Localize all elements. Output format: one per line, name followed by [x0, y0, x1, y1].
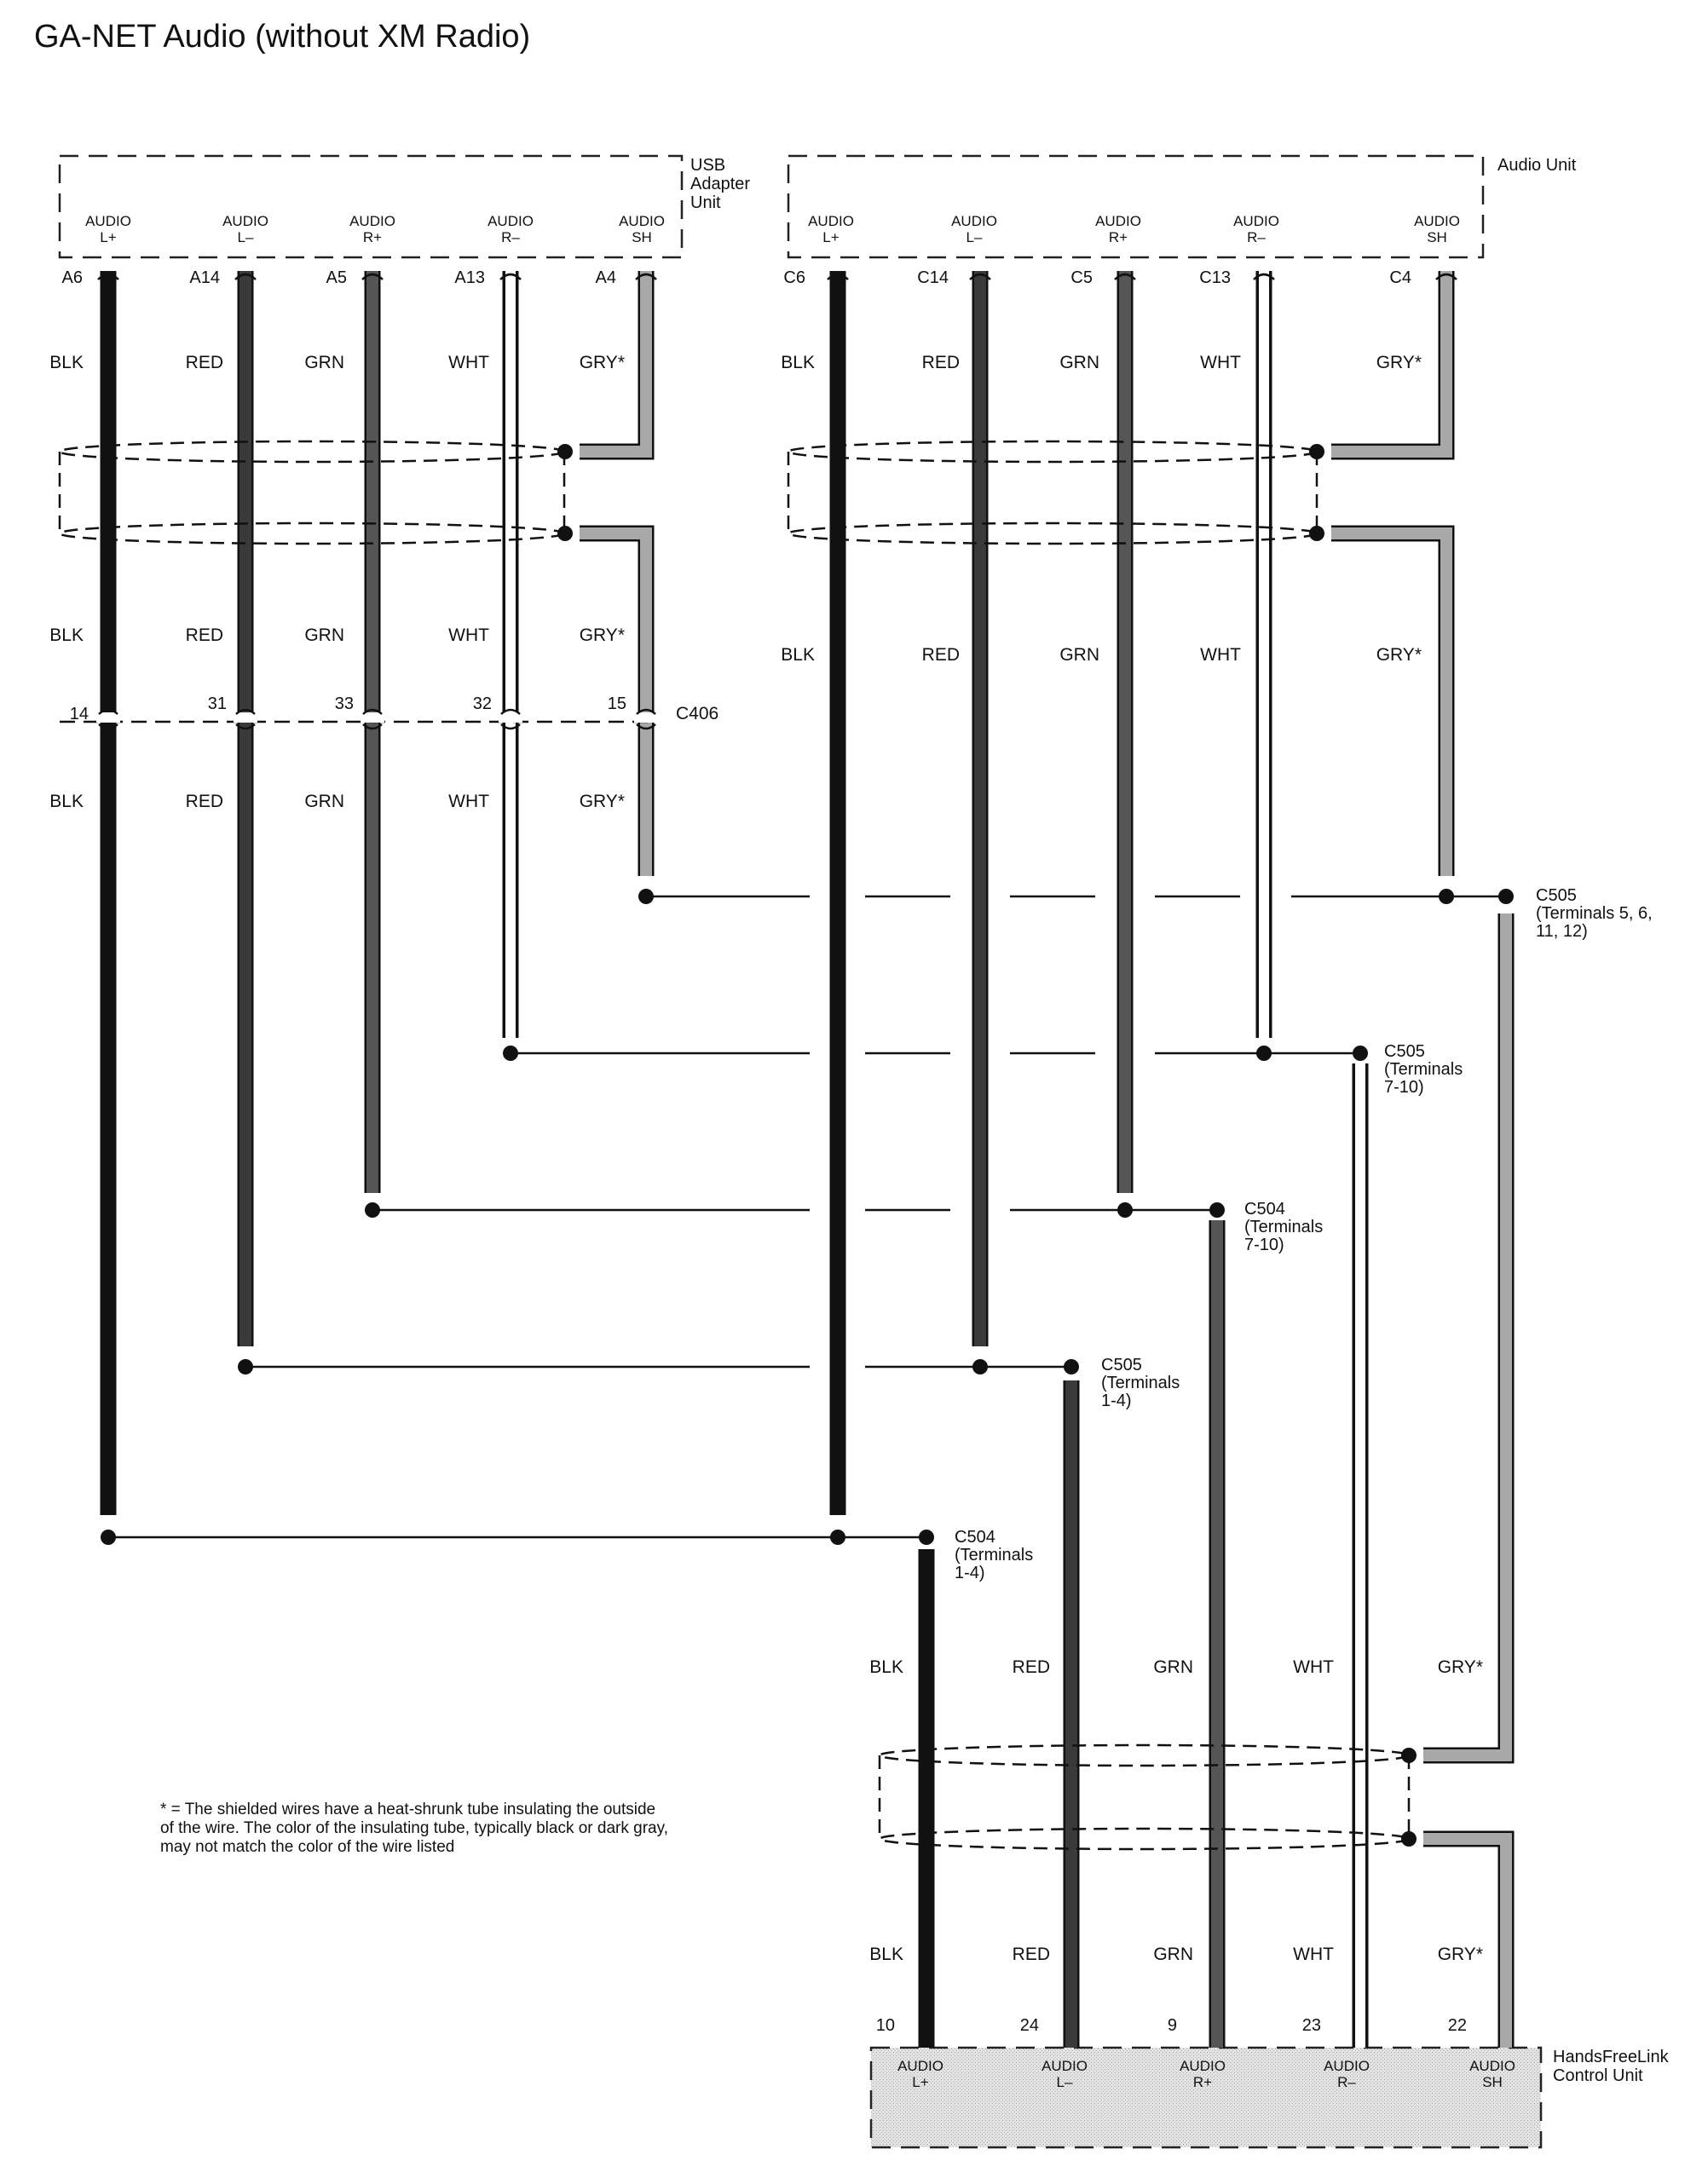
hfl-wire-color-label-r1-2: GRN [1153, 1945, 1193, 1964]
hfl-pin-signal-2: R+ [1192, 2074, 1213, 2090]
splice-connector-desc-2-0: (Terminals [1244, 1218, 1324, 1236]
splice-dot-11 [1064, 1359, 1079, 1374]
hfl-pin-number-3: 23 [1301, 2016, 1321, 2035]
audio-wire-color-label-r0-4: GRY* [1376, 353, 1422, 372]
c406-pin-4: 15 [607, 694, 626, 713]
hfl-pin-signal-0: L+ [912, 2074, 929, 2090]
usb-pin-function-1: AUDIO [222, 213, 268, 229]
usb-pin-number-3: A13 [454, 268, 485, 287]
splice-connector-desc-0-1: 11, 12) [1536, 922, 1588, 941]
audio-pin-function-2: AUDIO [1095, 213, 1141, 229]
usb-wire-color-label-r2-1: RED [185, 792, 223, 811]
usb-wire-color-label-r0-0: BLK [49, 353, 84, 372]
splice-connector-desc-1-1: 7-10) [1384, 1078, 1424, 1097]
usb-wire-color-label-r2-0: BLK [49, 792, 84, 811]
usb-shield-drain-bottom [557, 526, 573, 541]
usb-pin-function-4: AUDIO [619, 213, 665, 229]
audio-wire-color-label-r1-1: RED [921, 645, 960, 665]
usb-wire-color-label-r1-1: RED [185, 625, 223, 645]
hfl-shield-drain-bottom [1401, 1831, 1417, 1847]
audio-shield-drain-top [1309, 444, 1324, 459]
audio-pin-function-0: AUDIO [808, 213, 854, 229]
usb-wire-color-label-r1-3: WHT [448, 625, 489, 645]
splice-dot-2 [1498, 889, 1514, 904]
usb-pin-function-0: AUDIO [85, 213, 131, 229]
usb-shield-drain-top [557, 444, 573, 459]
audio-pin-signal-2: R+ [1108, 229, 1128, 245]
hfl-pin-number-0: 10 [875, 2016, 895, 2035]
hfl-pin-function-1: AUDIO [1042, 2058, 1088, 2074]
hfl-pin-number-2: 9 [1167, 2016, 1177, 2035]
audio-wire-gry-lower [1331, 533, 1446, 876]
usb-pin-function-2: AUDIO [349, 213, 395, 229]
audio-pin-function-1: AUDIO [951, 213, 997, 229]
hfl-pin-signal-3: R– [1337, 2074, 1356, 2090]
splice-connector-desc-4-1: 1-4) [955, 1564, 985, 1582]
hfl-shield-bottom [880, 1829, 1409, 1849]
audio-pin-number-1: C14 [917, 268, 949, 287]
shielded-wire-footnote [160, 1801, 672, 1857]
splice-connector-desc-4-0: (Terminals [955, 1546, 1034, 1565]
usb-wire-color-label-r2-2: GRN [304, 792, 344, 811]
hfl-pin-number-4: 22 [1447, 2016, 1467, 2035]
audio-wire-color-label-r1-2: GRN [1059, 645, 1099, 665]
audio-wire-gry-lower-outline [1331, 533, 1446, 876]
audio-pin-signal-4: SH [1427, 229, 1447, 245]
usb-wire-color-label-r0-1: RED [185, 353, 223, 372]
page-title: GA-NET Audio (without XM Radio) [34, 19, 531, 55]
splice-dot-9 [238, 1359, 253, 1374]
audio-wire-color-label-r1-3: WHT [1200, 645, 1241, 665]
audio-pin-number-0: C6 [783, 268, 805, 287]
usb-pin-signal-0: L+ [100, 229, 117, 245]
splice-dot-7 [1117, 1202, 1133, 1218]
c406-pin-0: 14 [69, 705, 89, 723]
splice-dot-14 [919, 1530, 934, 1545]
usb-adapter-unit-label: Adapter [690, 175, 751, 193]
audio-pin-signal-1: L– [966, 229, 983, 245]
splice-dot-4 [1256, 1046, 1272, 1061]
c406-pin-3: 32 [472, 694, 492, 713]
audio-pin-function-4: AUDIO [1414, 213, 1460, 229]
splice-connector-id-2: C504 [1244, 1200, 1285, 1219]
usb-wire-color-label-r2-3: WHT [448, 792, 489, 811]
usb-wire-color-label-r0-4: GRY* [579, 353, 625, 372]
hfl-wire-color-label-r0-4: GRY* [1437, 1657, 1483, 1677]
audio-wire-color-label-r1-4: GRY* [1376, 645, 1422, 665]
audio-shield-bottom [788, 523, 1317, 544]
usb-pin-number-2: A5 [326, 268, 347, 287]
usb-shield-bottom [60, 523, 564, 544]
hfl-wire-color-label-r0-3: WHT [1293, 1657, 1334, 1677]
audio-pin-signal-3: R– [1247, 229, 1266, 245]
hfl-pin-function-2: AUDIO [1180, 2058, 1226, 2074]
usb-pin-number-0: A6 [61, 268, 83, 287]
c406-pin-1: 31 [207, 694, 227, 713]
c406-label: C406 [676, 704, 719, 723]
usb-wire-color-label-r0-2: GRN [304, 353, 344, 372]
hfl-shield-drain-top [1401, 1748, 1417, 1763]
usb-pin-signal-2: R+ [362, 229, 383, 245]
audio-pin-function-3: AUDIO [1233, 213, 1279, 229]
hfl-wire-gry-upper [1423, 913, 1506, 1755]
audio-wire-color-label-r1-0: BLK [781, 645, 815, 665]
splice-dot-10 [972, 1359, 988, 1374]
audio-unit-box [788, 156, 1483, 257]
c406-pin-2: 33 [334, 694, 354, 713]
audio-unit-label: Audio Unit [1497, 156, 1577, 175]
splice-connector-id-0: C505 [1536, 886, 1577, 905]
splice-dot-0 [638, 889, 654, 904]
splice-dot-13 [830, 1530, 845, 1545]
audio-pin-signal-0: L+ [822, 229, 840, 245]
audio-wire-color-label-r0-2: GRN [1059, 353, 1099, 372]
hfl-wire-color-label-r0-2: GRN [1153, 1657, 1193, 1677]
usb-pin-number-4: A4 [595, 268, 616, 287]
splice-connector-id-3: C505 [1101, 1356, 1142, 1374]
splice-connector-desc-2-1: 7-10) [1244, 1236, 1284, 1254]
hfl-wire-color-label-r1-1: RED [1012, 1945, 1050, 1964]
usb-pin-signal-3: R– [501, 229, 520, 245]
usb-pin-signal-1: L– [237, 229, 254, 245]
hfl-pin-function-3: AUDIO [1324, 2058, 1370, 2074]
hfl-wire-color-label-r1-3: WHT [1293, 1945, 1334, 1964]
usb-wire-color-label-r1-0: BLK [49, 625, 84, 645]
usb-wire-color-label-r1-2: GRN [304, 625, 344, 645]
splice-dot-1 [1439, 889, 1454, 904]
hfl-wire-color-label-r0-0: BLK [869, 1657, 903, 1677]
footnote-text: * = The shielded wires have a heat-shrunk tube insulating the outside of the wire. The color of the insulating tube, typically black or dark gray, may not match the color of the wire listed [160, 1801, 668, 1856]
audio-pin-number-3: C13 [1199, 268, 1231, 287]
handsfreelink-control-unit-label: HandsFreeLink [1553, 2048, 1669, 2066]
audio-shield-drain-bottom [1309, 526, 1324, 541]
usb-pin-number-1: A14 [189, 268, 220, 287]
hfl-wire-color-label-r1-4: GRY* [1437, 1945, 1483, 1964]
splice-connector-id-4: C504 [955, 1528, 995, 1547]
usb-wire-color-label-r0-3: WHT [448, 353, 489, 372]
splice-connector-id-1: C505 [1384, 1042, 1425, 1061]
hfl-wire-color-label-r1-0: BLK [869, 1945, 903, 1964]
audio-pin-number-2: C5 [1070, 268, 1093, 287]
splice-dot-3 [503, 1046, 518, 1061]
splice-connector-desc-3-1: 1-4) [1101, 1392, 1132, 1410]
hfl-wire-color-label-r0-1: RED [1012, 1657, 1050, 1677]
splice-dot-12 [101, 1530, 116, 1545]
splice-dot-5 [1353, 1046, 1368, 1061]
hfl-pin-number-1: 24 [1019, 2016, 1039, 2035]
audio-wire-color-label-r0-1: RED [921, 353, 960, 372]
hfl-pin-function-4: AUDIO [1469, 2058, 1515, 2074]
audio-wire-color-label-r0-3: WHT [1200, 353, 1241, 372]
hfl-shield-top [880, 1745, 1409, 1766]
usb-pin-signal-4: SH [632, 229, 652, 245]
usb-wire-color-label-r1-4: GRY* [579, 625, 625, 645]
splice-connector-desc-1-0: (Terminals [1384, 1060, 1463, 1079]
splice-connector-desc-3-0: (Terminals [1101, 1374, 1180, 1392]
hfl-pin-function-0: AUDIO [897, 2058, 943, 2074]
hfl-pin-signal-1: L– [1056, 2074, 1073, 2090]
usb-adapter-unit-label: Unit [690, 193, 721, 212]
audio-pin-number-4: C4 [1389, 268, 1411, 287]
splice-dot-8 [1209, 1202, 1225, 1218]
handsfreelink-control-unit-label: Control Unit [1553, 2066, 1643, 2085]
usb-shield-top [60, 441, 564, 462]
hfl-pin-signal-4: SH [1482, 2074, 1503, 2090]
audio-shield-top [788, 441, 1317, 462]
usb-adapter-unit-label: USB [690, 156, 726, 175]
splice-dot-6 [365, 1202, 380, 1218]
splice-connector-desc-0-0: (Terminals 5, 6, [1536, 904, 1653, 923]
hfl-wire-gry-upper-outline [1423, 913, 1506, 1755]
usb-pin-function-3: AUDIO [488, 213, 534, 229]
audio-wire-color-label-r0-0: BLK [781, 353, 815, 372]
usb-wire-color-label-r2-4: GRY* [579, 792, 625, 811]
